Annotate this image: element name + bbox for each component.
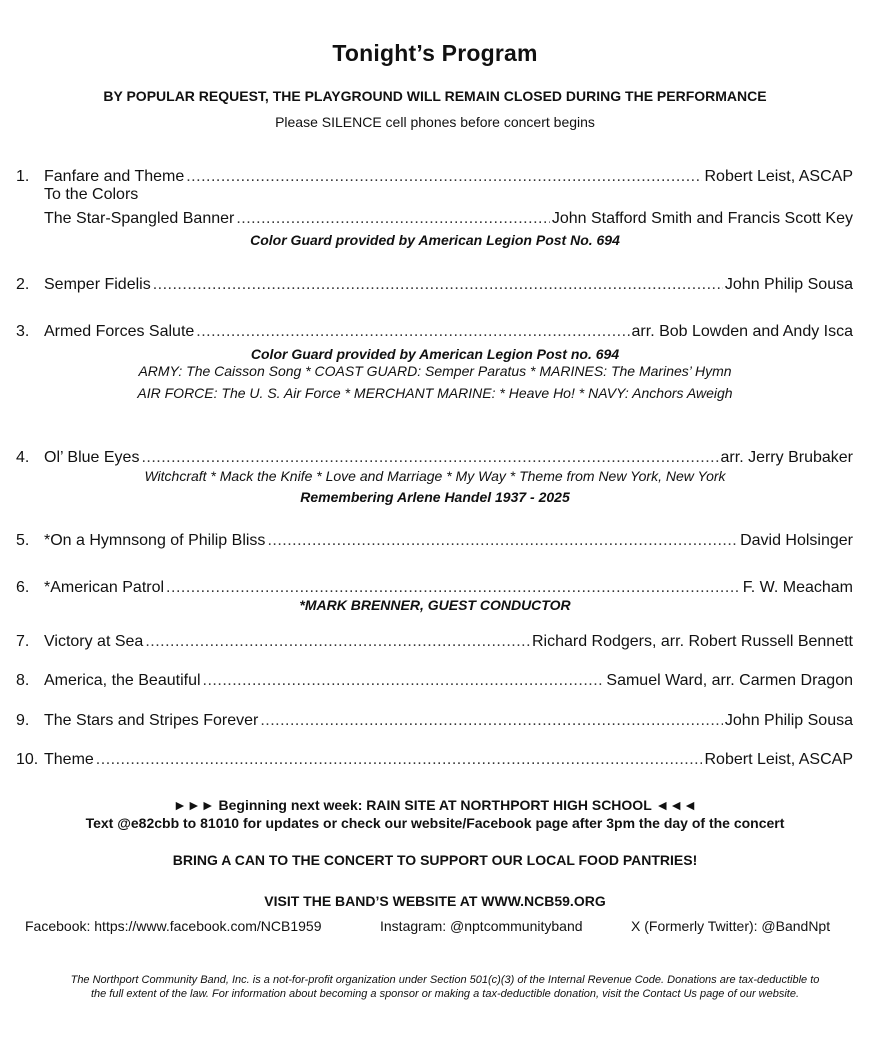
playground-notice: BY POPULAR REQUEST, THE PLAYGROUND WILL REMAIN CLOSED DURING THE PERFORMANCE [103, 88, 767, 104]
item-number: 4. [16, 449, 30, 466]
item-credit: John Philip Sousa [724, 712, 853, 729]
footer-disclaimer-line-2: the full extent of the law. For information about becoming a sponsor or making a tax-deductible donation, visit the Contact Us page of our website. [90, 988, 800, 1000]
leader-dots [96, 749, 703, 771]
leader-dots [145, 631, 530, 653]
leader-dots [153, 274, 723, 296]
silence-notice: Please SILENCE cell phones before concert begins [275, 114, 595, 130]
item-title: *American Patrol [44, 579, 165, 596]
program-item-3 [16, 321, 853, 343]
leader-dots [196, 321, 629, 343]
program-item-10 [16, 749, 853, 771]
item-credit: Robert Leist, ASCAP [704, 751, 853, 768]
program-item-2 [16, 274, 853, 296]
website-notice: VISIT THE BAND’S WEBSITE AT WWW.NCB59.ORG [264, 893, 606, 909]
item-credit: John Stafford Smith and Francis Scott Key [551, 210, 853, 227]
program-subitem-star-spangled-banner [16, 208, 853, 230]
item-title: Fanfare and Theme [44, 168, 185, 185]
program-item-6 [16, 577, 853, 599]
page-title: Tonight’s Program [332, 40, 538, 66]
item-credit: Robert Leist, ASCAP [704, 168, 853, 185]
item-number: 2. [16, 276, 30, 293]
item-title: The Star-Spangled Banner [44, 210, 235, 227]
item-number: 1. [16, 168, 30, 185]
leader-dots [186, 166, 702, 188]
item-number: 6. [16, 579, 30, 596]
item-title: Victory at Sea [44, 633, 144, 650]
item-number: 3. [16, 323, 30, 340]
guest-conductor-note: *MARK BRENNER, GUEST CONDUCTOR [299, 597, 571, 613]
leader-dots [267, 530, 738, 552]
item-credit: Samuel Ward, arr. Carmen Dragon [606, 672, 853, 689]
item-title: The Stars and Stripes Forever [44, 712, 259, 729]
medley-line-2: AIR FORCE: The U. S. Air Force * MERCHANT MARINE: * Heave Ho! * NAVY: Anchors Aweigh [137, 385, 733, 401]
item-number: 5. [16, 532, 30, 549]
food-drive-notice: BRING A CAN TO THE CONCERT TO SUPPORT OUR LOCAL FOOD PANTRIES! [172, 852, 698, 868]
program-item-1 [16, 166, 853, 188]
item-number: 9. [16, 712, 30, 729]
color-guard-note-1: Color Guard provided by American Legion Post No. 694 [250, 232, 620, 248]
program-item-4 [16, 447, 853, 469]
facebook-link[interactable]: Facebook: https://www.facebook.com/NCB1959 [25, 918, 322, 934]
item-number: 10. [16, 751, 39, 768]
memorial-note: Remembering Arlene Handel 1937 - 2025 [300, 489, 570, 505]
item-title: Ol’ Blue Eyes [44, 449, 140, 466]
item-title: America, the Beautiful [44, 672, 201, 689]
item-title: Armed Forces Salute [44, 323, 195, 340]
instagram-link[interactable]: Instagram: @nptcommunityband [380, 918, 583, 934]
item-credit: John Philip Sousa [724, 276, 853, 293]
color-guard-note-2: Color Guard provided by American Legion Post no. 694 [250, 346, 620, 362]
footer-disclaimer-line-1: The Northport Community Band, Inc. is a not-for-profit organization under Section 501(c)(3) of the Internal Revenue Code. Donations are tax-deductible to [70, 974, 820, 986]
leader-dots [203, 670, 605, 692]
item-number: 8. [16, 672, 30, 689]
program-item-8 [16, 670, 853, 692]
item-title: Semper Fidelis [44, 276, 151, 293]
item-credit: Richard Rodgers, arr. Robert Russell Bennett [531, 633, 853, 650]
item-credit: arr. Jerry Brubaker [720, 449, 853, 466]
leader-dots [236, 208, 549, 230]
rain-site-notice: ►►► Beginning next week: RAIN SITE AT NORTHPORT HIGH SCHOOL ◄◄◄ [173, 797, 697, 813]
program-item-9 [16, 710, 853, 732]
program-subitem-to-the-colors: To the Colors [44, 186, 139, 203]
item-credit: David Holsinger [740, 532, 853, 549]
item-title: *On a Hymnsong of Philip Bliss [44, 532, 266, 549]
leader-dots [166, 577, 741, 599]
item-number: 7. [16, 633, 30, 650]
text-updates-notice: Text @e82cbb to 81010 for updates or check our website/Facebook page after 3pm the day of the concert [85, 815, 785, 831]
item-credit: arr. Bob Lowden and Andy Isca [631, 323, 853, 340]
leader-dots [260, 710, 723, 732]
item-credit: F. W. Meacham [742, 579, 853, 596]
x-twitter-link[interactable]: X (Formerly Twitter): @BandNpt [631, 918, 831, 934]
program-item-5 [16, 530, 853, 552]
item-title: Theme [44, 751, 94, 768]
leader-dots [141, 447, 718, 469]
program-item-7 [16, 631, 853, 653]
medley-line-3: Witchcraft * Mack the Knife * Love and Marriage * My Way * Theme from New York, New York [144, 468, 726, 484]
medley-line-1: ARMY: The Caisson Song * COAST GUARD: Semper Paratus * MARINES: The Marines’ Hymn [138, 363, 732, 379]
